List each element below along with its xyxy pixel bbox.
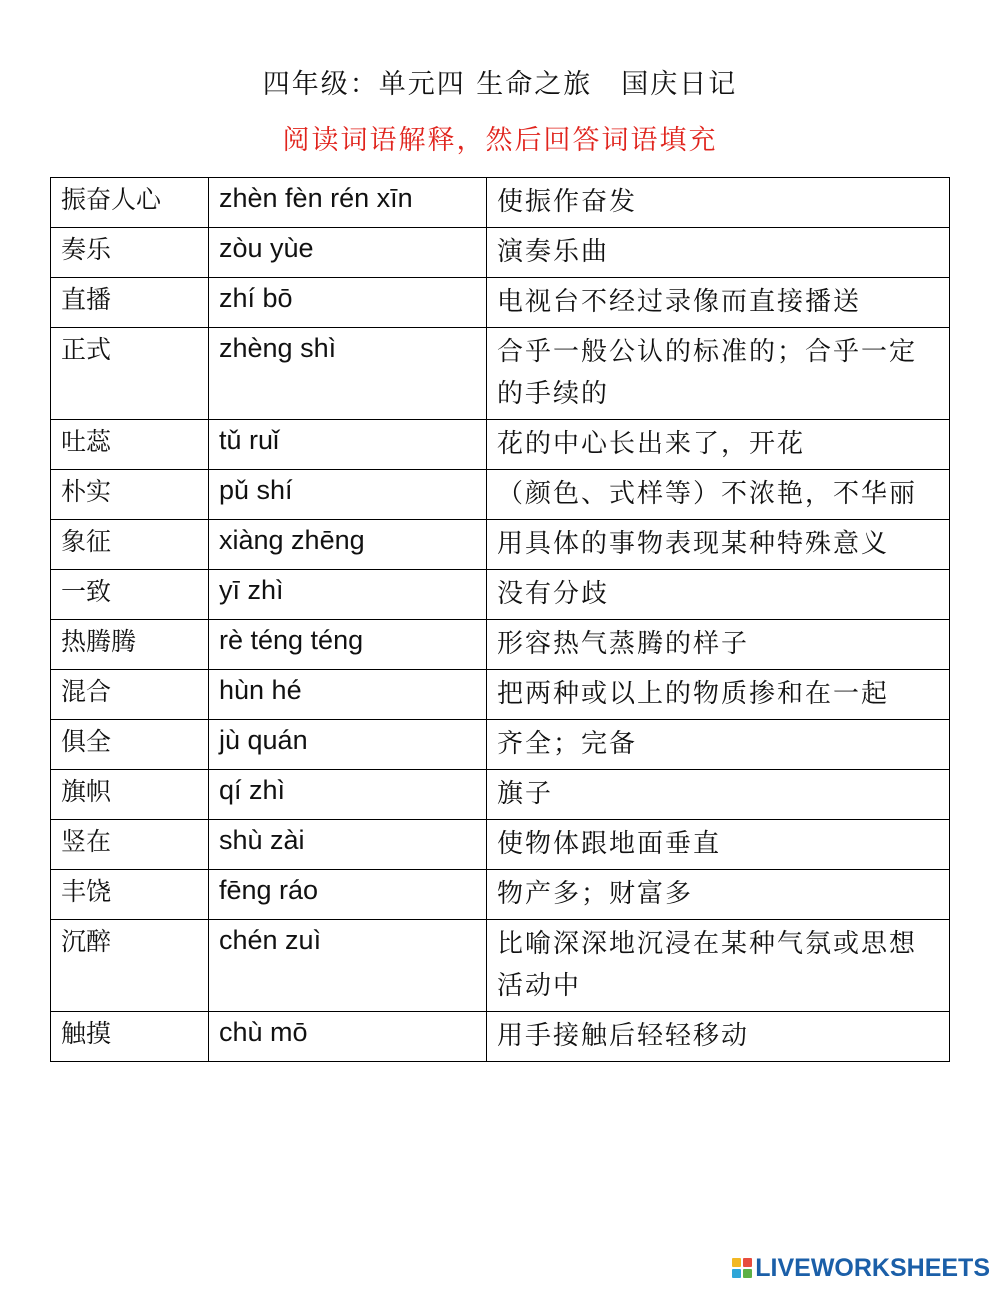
vocab-definition: 电视台不经过录像而直接播送 [487,278,950,328]
vocab-pinyin: tǔ ruǐ [209,420,487,470]
vocab-pinyin: fēng ráo [209,870,487,920]
table-row [51,820,950,870]
table-row [51,920,950,1012]
vocab-definition: 使振作奋发 [487,178,950,228]
vocab-word: 一致 [51,570,209,620]
table-row [51,870,950,920]
vocab-pinyin: chén zuì [209,920,487,1012]
vocab-definition: 用具体的事物表现某种特殊意义 [487,520,950,570]
vocab-definition: 没有分歧 [487,570,950,620]
table-row [51,328,950,420]
vocab-word: 俱全 [51,720,209,770]
vocab-word: 象征 [51,520,209,570]
vocab-word: 混合 [51,670,209,720]
vocab-definition: （颜色、式样等）不浓艳，不华丽 [487,470,950,520]
vocab-pinyin: qí zhì [209,770,487,820]
vocab-pinyin: zòu yùe [209,228,487,278]
vocab-pinyin: yī zhì [209,570,487,620]
vocab-pinyin: xiàng zhēng [209,520,487,570]
table-row [51,620,950,670]
table-row [51,670,950,720]
vocab-definition: 物产多；财富多 [487,870,950,920]
table-row [51,278,950,328]
vocab-pinyin: shù zài [209,820,487,870]
vocab-definition: 合乎一般公认的标准的；合乎一定的手续的 [487,328,950,420]
vocab-word: 热腾腾 [51,620,209,670]
instruction-text: 阅读词语解释，然后回答词语填充 [282,125,718,156]
vocab-word: 振奋人心 [51,178,209,228]
vocab-word: 奏乐 [51,228,209,278]
vocabulary-table [50,177,950,1062]
vocab-definition: 用手接触后轻轻移动 [487,1012,950,1062]
table-row [51,420,950,470]
vocab-pinyin: zhí bō [209,278,487,328]
vocab-definition: 花的中心长出来了，开花 [487,420,950,470]
vocab-word: 竖在 [51,820,209,870]
vocab-word: 沉醉 [51,920,209,1012]
vocab-word: 丰饶 [51,870,209,920]
vocab-word: 直播 [51,278,209,328]
vocab-word: 吐蕊 [51,420,209,470]
vocab-definition: 齐全；完备 [487,720,950,770]
vocab-definition: 比喻深深地沉浸在某种气氛或思想活动中 [487,920,950,1012]
vocab-definition: 演奏乐曲 [487,228,950,278]
logo-text: LIVEWORKSHEETS [755,1253,990,1282]
liveworksheets-logo[interactable] [732,1252,990,1284]
vocab-pinyin: jù quán [209,720,487,770]
vocab-word: 正式 [51,328,209,420]
vocab-pinyin: zhèng shì [209,328,487,420]
liveworksheets-logo-icon [732,1258,752,1278]
page-title: 四年级：单元四 生命之旅 国庆日记 [262,69,738,100]
table-row [51,470,950,520]
vocab-definition: 形容热气蒸腾的样子 [487,620,950,670]
table-row [51,1012,950,1062]
table-row [51,228,950,278]
vocab-word: 朴实 [51,470,209,520]
table-row [51,520,950,570]
table-row [51,770,950,820]
vocab-pinyin: chù mō [209,1012,487,1062]
table-row [51,570,950,620]
vocab-pinyin: pǔ shí [209,470,487,520]
table-row [51,720,950,770]
vocab-definition: 把两种或以上的物质掺和在一起 [487,670,950,720]
vocab-word: 触摸 [51,1012,209,1062]
vocab-pinyin: hùn hé [209,670,487,720]
vocab-pinyin: zhèn fèn rén xīn [209,178,487,228]
table-row [51,178,950,228]
vocab-definition: 旗子 [487,770,950,820]
vocab-definition: 使物体跟地面垂直 [487,820,950,870]
vocab-word: 旗帜 [51,770,209,820]
vocab-pinyin: rè téng téng [209,620,487,670]
